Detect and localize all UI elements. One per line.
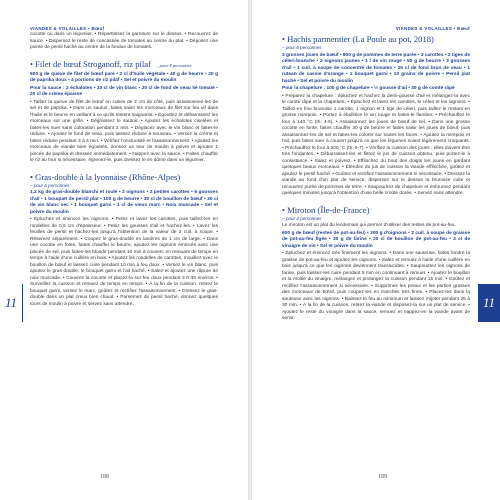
serving-size: – pour 4 personnes (282, 215, 322, 221)
left-page-text (30, 32, 218, 309)
ingredient-list: 1,2 kg de gras-double blanchi et roulé • 2 oignons • 2 petites carottes • 6 gousses d'ail • 1 bouquet de persil plat • 100 g de beurre • 30 cl de bouillon de bœuf • 30 cl de vin blanc sec • 1 bouquet garni • 1 cl de vieux marc • Noix muscade • Sel et poivre du moulin (30, 190, 218, 215)
ingredient-list: 3 grosses joues de bœuf • 800 g de pommes de terre purée • 3 carottes • 2 tiges de céleri-branche • 2 oignons jaunes • 1 l de vin rouge • 50 g de beurre • 3 gousses d'ail • 1 cuil. à soupe de concentré de tomates • 25 cl de fond brun de veau • 1 rutean de cassie d'orange • 1 bouquet garni • 10 grains de poivre • Persil plat haché • Sel et poivre du moulin (282, 52, 470, 84)
recipe-instructions: • Préparez la chapelure : épluchez et hachez la demi-gousse d'ail et mélangez-la avec le comté râpé et la chapelure. • Épluchez et lavez les carottes, le céleri et les oignons. • Taillez-en fine brunoise 1 carotte, 1 oignon et 1 tige de céleri, puis taillez le restant en grosse mirepoix. • Portez à ébullition le vin rouge et faites-le flamber. • Préchauffez le four à 140 °C (th. 4-5). • Assaisonnez les joues de bœuf de sel. • Dans une grosse cocotte en fonte, faites chauffer 30 g de beurre et faites saisir les joues de bœuf, puis assaisonnez-les de sel et faites-les colorer sur toutes les faces. • Ajoutez la mirepoix et l'ail, puis faites suer à couvert jusqu'à ce que les légumes soient légèrement croquants. • Préchauffez le four à 200 °C (th. 6-7). • Vérifiez la cuisson des joues : elles doivent être très fondantes. • Débarrassez-les et filtrez le jus de cuisson obtenu, puis portez-le à consistance. • Salez et poivrez. • Effilochez du bout des doigts les joues en gardant quelques beaux morceaux. • Étendez du jus de cuisson la viande effilochée, goûtez et ajoutez le persil haché. • Goûtez et rectifiez l'assaisonnement si nécessaire. • Dressez la viande au fond d'un plat de service, dispersez sur le dessus la brunoise cuite et recouvrez purée de pommes de terre. • Saupoudrez de chapelure et enfournez pendant quelques minutes jusqu'à l'obtention d'une belle croûte dorée. • Servez sans attendre. (282, 93, 470, 196)
recipe-continuation: cocotte ou dans un légumier. • Réparttissez la garniture sur le dessus. • Recouvrez de sauce. • Dispersez le reste de concassée de tomates au centre du plat. • Déposez une pointe de persil haché au centre de la fondue de tomates. (30, 32, 218, 50)
chapter-tab-left: 11 (0, 284, 23, 322)
recipe-intro: Le miroton est un plat du lendemain qui permet d'utiliser des restes de pot-au-feu. (282, 223, 456, 228)
running-head-left: VIANDES & VOLAILLES • Bœuf (30, 26, 105, 31)
right-page (252, 0, 500, 500)
recipe-title-stroganoff (30, 59, 218, 71)
right-page-text (282, 32, 470, 324)
recipe-title-hachis: • Hachis parmentier (La Poule au pot, 2018) (282, 34, 434, 44)
serving-size: – pour 6 personnes (282, 45, 322, 50)
recipe-instructions: • Épluchez et émincez très finement les oignons. • Dans une sauteuse, faites fondre la graisse de pot-au-feu et ajoutez les oignons. • Salez et remuez à l'aide d'une cuillère en bois jusqu'à ce que les oignons deviennent translucides. • Saupoudrez les oignons de farine, puis laissez-les cuire pendant 5 min en continuant à remuer. • Ajoutez le bouillon et la moitié du vinaigre, mélangez et prolongez la cuisson pendant 15 min. • Goûtez et rectifiez l'assaisonnement si nécessaire. • Supprimez les peaux et les parties grasses des morceaux de bœuf, puis coupez-les en tranches très fines. • Placez-les dans la sauteuse avec les oignons. • Baissez le feu au minimum et laissez mijoter pendant 25 à 30 min. • À la fin de la cuisson, retirez la viande et disposez-la sur un plat de service. • Ajoutez le reste du vinaigre dans la sauce, remuez et nappez-en la viande avant de servir. (282, 251, 470, 321)
serving-size: – pour 4 personnes (156, 62, 192, 68)
recipe-instructions: • Épluchez et émincez les oignons. • Pelez et lavez les carottes, puis taillez-les en rondelles de 0,5 cm d'épaisseur. • Pelez les gousses d'ail et hachez-les. • Lavez les feuilles de persil et hachez-les jusqu'à l'obtention de la valeur de 2 cuil. à soupe. • Réservez séparément. • Coupez le gras-double en lanières de 1 cm de large. • Dans une cocotte en fonte, faites chauffer le beurre, ajoutez les oignons émincés avec une pincée de sel, puis faites-les blondir pendant 10 min à couvert, en remuant de temps en temps à l'aide d'une cuillère en bois. • Ajoutez les rondelles de carottes, mouillez avec le bouillon de bœuf et laissez cuire pendant 10 min à feu doux. • Versez le vin blanc, puis ajoutez le gras-double, le bouquet garni et l'ail haché. • Salez et ajoutez une râpure de noix muscade. • Couvrez la cocotte et placez-la sur feu doux pendant 2 h 30 environ. • Surveillez la cuisson et remuez de temps en temps. • À la fin de la cuisson, retirez le bouquet garni, versez le marc, goûtez et rectifiez l'assaisonnement. • Dressez le gras-double dans un plat creux bien chaud. • Parsemez du persil haché, donnez quelques tours de moulin à poivre et servez sans attendre. (30, 217, 218, 307)
recipe-instructions: • Taillez la queue de filet de bœuf en cubes de 2 cm de côté, puis assaisonnez-les de sel et de paprika. • Dans un sautoir, faites saisir les morceaux de filet sur feu vif dans l'huile et le beurre en veillant à ce qu'ils restent saignants. • Égouttez et débarrassez les morceaux sur une grille. • Dégraissez le sautoir. • Ajoutez les échalotes ciselées et faites-les suer sans coloration pendant 2 min. • Déglacez avec le vin blanc et faites-le réduire. • Ajoutez le fond de veau, puis laissez réduire à nouveau. • Versez la crème et faites réduire pendant 3 à 4 min. • Vérifiez l'onctuosité et l'assaisonnement. • Ajoutez les morceaux de viande bien égouttés, donnez un tour de moulin à poivre et ajoutez 1 pincée de paprika et dressez immédiatement. • Nappez avec la sauce. • Faites chauffer le riz au four si nécessaire, égrenez-le, puis dressez le en dôme dans un légumier. (30, 99, 218, 163)
running-head-right: VIANDES & VOLAILLES • Bœuf (395, 26, 470, 31)
recipe-title-gras-double: • Gras-double à la lyonnaise (Rhône-Alpes) (30, 171, 181, 182)
sauce-ingredients: Pour la sauce : 2 échalotes • 10 cl de vin blanc • 20 cl de fond de veau lié tomaté • 20 cl de crème épaisse (30, 85, 218, 97)
page-number-left: 188 (100, 474, 109, 480)
page-number-right: 189 (378, 474, 387, 480)
serving-size: – pour 6 personnes (30, 182, 70, 188)
left-page (0, 0, 248, 500)
ingredient-list: 600 g de bœuf (restes de pot-au-feu) • 300 g d'oignons • 2 cuil. à soupe de graisse de pot-au-feu figée • 30 g de farine • 20 cl de bouillon de pot-au-feu • 3 cl de vinaigre de vin • Sel et poivre du moulin (282, 230, 470, 249)
recipe-title-miroton: • Miroton (Île-de-France) (282, 204, 370, 215)
ingredient-list: 600 g de queue de filet de bœuf paré • 2 cl d'huile végétale • 40 g de beurre • 20 g de paprika doux • 4 portions de riz pilaf • Sel et poivre du moulin (30, 71, 218, 83)
chapelure-ingredients: Pour la chapelure : 100 g de chapelure • ½ gousse d'ail • 30 g de comté râpé (282, 86, 455, 91)
chapter-tab-right: 11 (478, 284, 500, 322)
recipe-title-text: • Filet de bœuf Stroganoff, riz pilaf (30, 58, 151, 69)
